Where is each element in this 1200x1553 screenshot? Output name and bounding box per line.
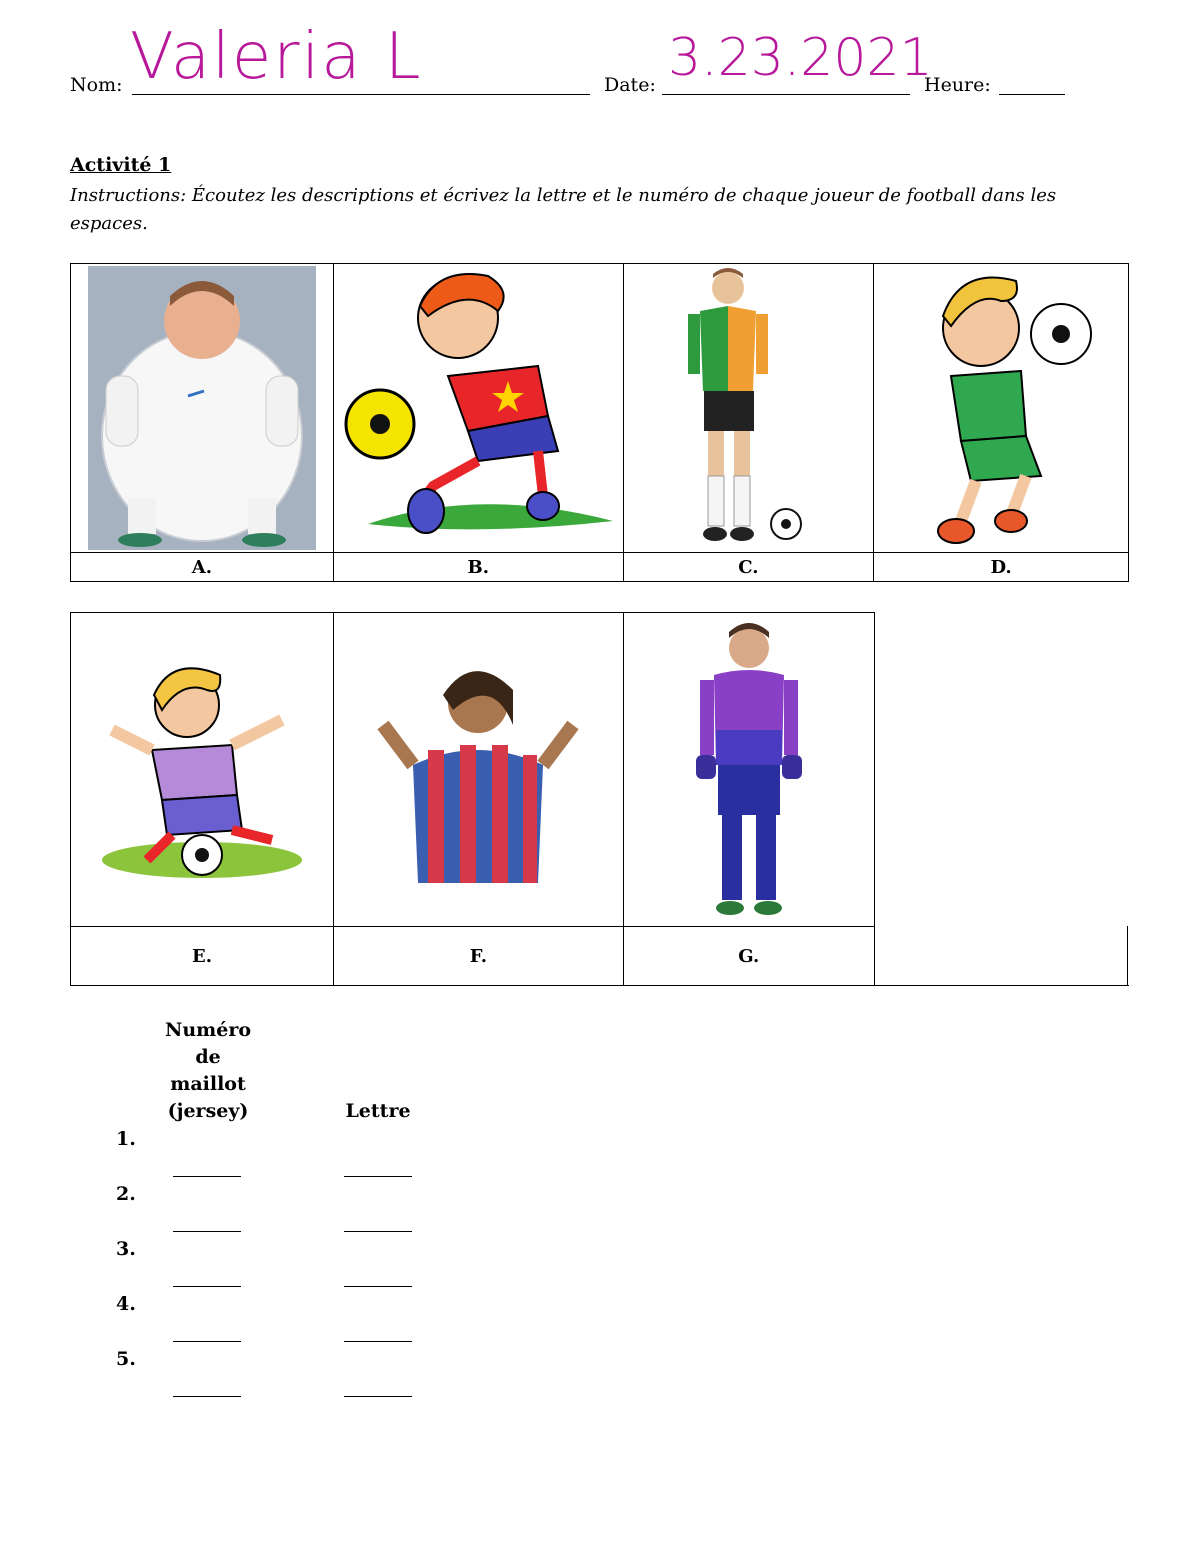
handwritten-name: Valeria L [130,20,423,94]
player-a-image-cell [71,264,334,553]
numero-answer-blank[interactable] [173,1396,241,1397]
lettre-answer-blank[interactable] [344,1341,412,1342]
cartoon-player-purple-shirt-icon [92,650,312,890]
player-b-letter: B. [467,556,489,578]
heure-label: Heure: [924,74,991,96]
activity-title: Activité 1 [70,154,172,176]
handwritten-date: 3.23.2021 [668,28,933,88]
lettre-answer-blank[interactable] [344,1396,412,1397]
player-g-letter: G. [738,945,760,967]
date-field[interactable] [662,94,910,95]
lettre-column-header: Lettre [345,1100,411,1122]
nom-field[interactable] [132,94,590,95]
player-e-letter: E. [191,945,212,967]
player-c-letter: C. [738,556,759,578]
lettre-answer-blank[interactable] [344,1231,412,1232]
lettre-answer-blank[interactable] [344,1176,412,1177]
player-f-letter: F. [469,945,488,967]
numero-answer-blank[interactable] [173,1231,241,1232]
player-f-image-cell [333,613,623,927]
answer-row-number: 5. [116,1348,136,1370]
numero-answer-blank[interactable] [173,1176,241,1177]
player-c-image-cell [623,264,873,553]
numero-column-header: Numéro de maillot (jersey) [164,1019,252,1122]
player-g-image-cell [623,613,874,927]
instructions-text: Instructions: Écoutez les descriptions et écrivez la lettre et le numéro de chaque joueur de football dans les espaces. [70,185,1057,234]
heure-field[interactable] [999,94,1065,95]
nom-label: Nom: [70,74,123,96]
answer-row-number: 3. [116,1238,136,1260]
lettre-answer-blank[interactable] [344,1286,412,1287]
player-ireland-shirt-icon [668,266,828,550]
numero-answer-blank[interactable] [173,1341,241,1342]
answer-row-number: 4. [116,1293,136,1315]
grid-edge-line [1127,926,1128,986]
players-grid-row2 [70,612,1129,986]
player-d-letter: D. [990,556,1012,578]
grid-bottom-line [874,985,1129,986]
blond-player-heading-ball-icon [891,266,1111,550]
player-striped-shirt-thumbs-icon [373,655,583,885]
date-label: Date: [604,74,656,96]
cartoon-kid-kicking-ball-icon [338,266,618,550]
answer-row-number: 2. [116,1183,136,1205]
players-grid-row1 [70,263,1129,582]
answer-row-number: 1. [116,1128,136,1150]
goalkeeper-purple-kit-icon [684,620,814,920]
player-b-image-cell [333,264,623,553]
player-e-image-cell [71,613,334,927]
player-a-letter: A. [191,556,212,578]
numero-answer-blank[interactable] [173,1286,241,1287]
player-d-image-cell [874,264,1129,553]
chubby-player-england-kit-icon [88,266,316,550]
